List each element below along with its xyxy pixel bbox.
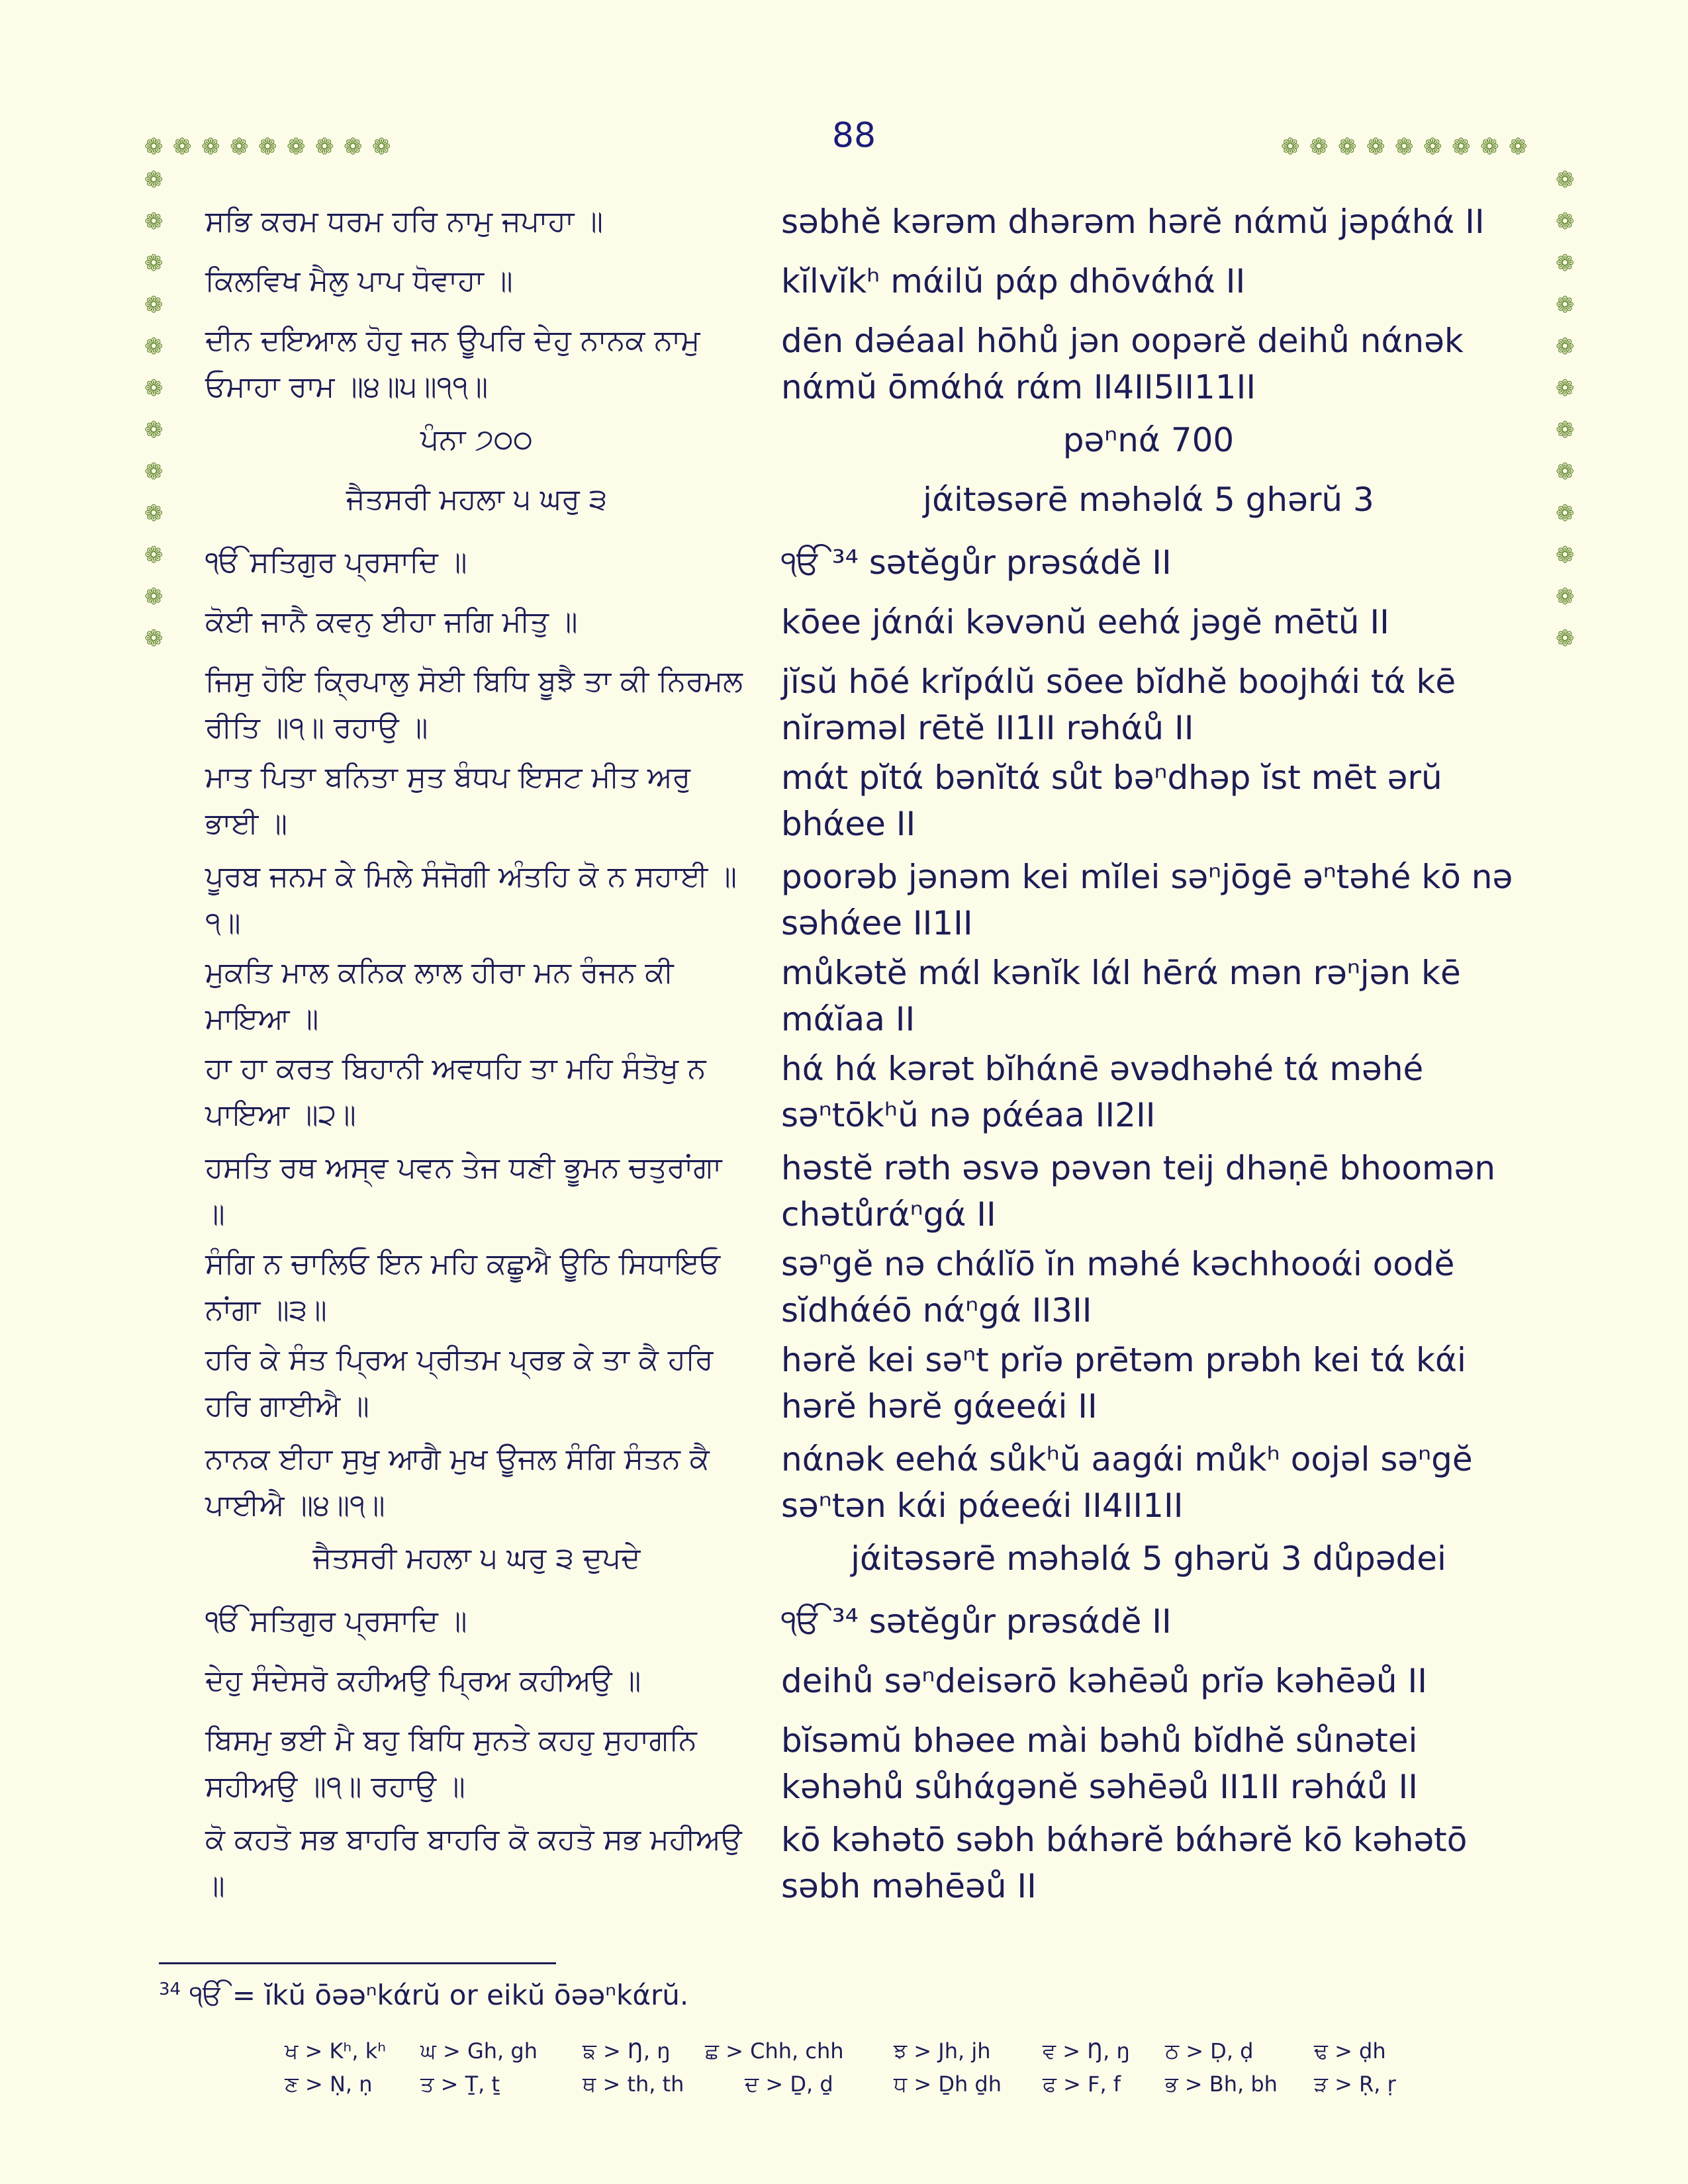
flower-ornament: ❁ <box>1452 134 1471 160</box>
key-entry: ਦ > Ḏ, ḏ <box>745 2071 833 2097</box>
key-entry: ਛ > Chh, chh <box>705 2038 844 2064</box>
transliteration-line: ੴ ³⁴ sətĕgůr prəsάdĕ II <box>781 543 1172 582</box>
flower-ornament: ❁ <box>287 134 306 160</box>
gurmukhi-heading: ਜੈਤਸਰੀ ਮਹਲਾ ੫ ਘਰੁ ੩ <box>346 482 608 516</box>
flower-ornament: ❁ <box>315 134 334 160</box>
key-entry: ੜ > Ṛ, ṛ <box>1314 2071 1396 2097</box>
flower-ornament: ❁ <box>144 167 164 193</box>
flower-ornament: ❁ <box>144 542 164 569</box>
transliteration-heading: jάitəsərē məhəlά 5 ghərŭ 3 důpədei <box>851 1539 1446 1578</box>
flower-ornament: ❁ <box>1556 292 1575 318</box>
flower-ornament: ❁ <box>144 134 164 160</box>
gurmukhi-line: ਹਾ ਹਾ ਕਰਤ ਬਿਹਾਨੀ ਅਵਧਹਿ ਤਾ ਮਹਿ ਸੰਤੋਖੁ ਨ ਪਾਇਆ ॥੨॥ <box>205 1052 706 1132</box>
transliteration-line: můkətĕ mάl kənĭk lάl hērά mən rəⁿjən kē mάĭaa II <box>781 954 1461 1038</box>
flower-ornament: ❁ <box>1556 167 1575 193</box>
flower-ornament: ❁ <box>144 500 164 527</box>
gurmukhi-line: ਹਰਿ ਕੇ ਸੰਤ ਪ੍ਰਿਅ ਪ੍ਰੀਤਮ ਪ੍ਰਭ ਕੇ ਤਾ ਕੈ ਹਰਿ ਹਰਿ ਗਾਈਐ ॥ <box>205 1343 714 1423</box>
transliteration-line: dēn dəéaal hōhů jən oopərĕ deihů nάnək nάmŭ ōmάhά rάm II4II5II11II <box>781 322 1464 406</box>
flower-ornament: ❁ <box>1556 375 1575 402</box>
flower-ornament: ❁ <box>1556 208 1575 235</box>
gurmukhi-line: ਕੋ ਕਹਤੋ ਸਭ ਬਾਹਰਿ ਬਾਹਰਿ ਕੋ ਕਹਤੋ ਸਭ ਮਹੀਅਉ ॥ <box>205 1823 742 1903</box>
flower-ornament: ❁ <box>1556 542 1575 569</box>
transliteration-line: poorəb jənəm kei mĭlei səⁿjōgē əⁿtəhé kō nə səhάee II1II <box>781 858 1513 942</box>
transliteration-page-label: pəⁿnά 700 <box>1062 421 1235 459</box>
flower-ornament: ❁ <box>1556 334 1575 360</box>
footnote-mark: 34 <box>159 1979 181 1999</box>
key-entry: ਠ > Ḍ, ḍ <box>1165 2038 1254 2064</box>
footnote-divider <box>159 1962 556 1964</box>
gurmukhi-line: ਨਾਨਕ ਈਹਾ ਸੁਖੁ ਆਗੈ ਮੁਖ ਊਜਲ ਸੰਗਿ ਸੰਤਨ ਕੈ ਪਾਈਐ ॥੪॥੧॥ <box>205 1442 710 1522</box>
transliteration-line: hərĕ kei səⁿt prĭə prētəm prəbh kei tά kάi hərĕ hərĕ gάeeάi II <box>781 1341 1466 1426</box>
key-entry: ਖ > Kʰ, kʰ <box>285 2038 387 2064</box>
transliteration-line: nάnək eehά sůkʰŭ aagάi můkʰ oojəl səⁿgĕ səⁿtən kάi pάeeάi II4II1II <box>781 1440 1473 1525</box>
gurmukhi-line: ਦੀਨ ਦਇਆਲ ਹੋਹੁ ਜਨ ਊਪਰਿ ਦੇਹੁ ਨਾਨਕ ਨਾਮੁ ਓਮਾਹਾ ਰਾਮ ॥੪॥੫॥੧੧॥ <box>205 324 700 404</box>
flower-ornament: ❁ <box>144 334 164 360</box>
flower-ornament: ❁ <box>173 134 192 160</box>
key-entry: ਤ > Ṯ, ṯ <box>420 2071 500 2097</box>
key-entry: ਢ > ḍh <box>1314 2038 1386 2064</box>
flower-ornament: ❁ <box>1556 584 1575 610</box>
key-entry: ਘ > Gh, gh <box>420 2038 538 2064</box>
gurmukhi-line: ਕਿਲਵਿਖ ਮੈਲੁ ਪਾਪ ਧੋਵਾਹਾ ॥ <box>205 264 513 298</box>
transliteration-line: bĭsəmŭ bhəee mài bəhů bĭdhĕ sůnətei kəhəhů sůhάgənĕ səhēəů II1II rəhάů II <box>781 1721 1419 1806</box>
transliteration-line: hά hά kərət bĭhάnē əvədhəhé tά məhé səⁿtōkʰŭ nə pάéaa II2II <box>781 1050 1424 1134</box>
gurmukhi-line: ਪੂਰਬ ਜਨਮ ਕੇ ਮਿਲੇ ਸੰਜੋਗੀ ਅੰਤਹਿ ਕੋ ਨ ਸਹਾਈ ॥੧॥ <box>205 860 737 940</box>
gurmukhi-line: ਕੋਈ ਜਾਨੈ ਕਵਨੁ ਈਹਾ ਜਗਿ ਮੀਤੁ ॥ <box>205 605 578 639</box>
flower-ornament: ❁ <box>144 625 164 652</box>
gurmukhi-line: ਸਭਿ ਕਰਮ ਧਰਮ ਹਰਿ ਨਾਮੁ ਜਪਾਹਾ ॥ <box>205 205 604 238</box>
flower-ornament: ❁ <box>144 292 164 318</box>
flower-ornament: ❁ <box>1338 134 1357 160</box>
transliteration-line: kōee jάnάi kəvənŭ eehά jəgĕ mētŭ II <box>781 603 1389 641</box>
gurmukhi-page-label: ਪੰਨਾ ੭੦੦ <box>420 423 533 457</box>
gurmukhi-line: ਜਿਸੁ ਹੋਇ ਕ੍ਰਿਪਾਲੁ ਸੋਈ ਬਿਧਿ ਬੂਝੈ ਤਾ ਕੀ ਨਿਰਮਲ ਰੀਤਿ ॥੧॥ ਰਹਾਉ ॥ <box>205 664 743 745</box>
transliteration-line: səⁿgĕ nə chάlĭō ĭn məhé kəchhooάi oodĕ sĭdhάéō nάⁿgά II3II <box>781 1245 1455 1330</box>
page-number: 88 <box>831 116 876 156</box>
footnote <box>159 1979 688 2012</box>
gurmukhi-line: ੴ ਸਤਿਗੁਰ ਪ੍ਰਸਾਦਿ ॥ <box>205 1604 467 1638</box>
flower-ornament: ❁ <box>1366 134 1385 160</box>
transliteration-line: jĭsŭ hōé krĭpάlŭ sōee bĭdhĕ boojhάi tά kē nĭrəməl rētĕ II1II rəhάů II <box>781 662 1456 747</box>
flower-ornament: ❁ <box>201 134 220 160</box>
flower-ornament: ❁ <box>372 134 391 160</box>
gurmukhi-line: ਬਿਸਮੁ ਭਈ ਮੈ ਬਹੁ ਬਿਧਿ ਸੁਨਤੇ ਕਹਹੁ ਸੁਹਾਗਨਿ ਸਹੀਅਉ ॥੧॥ ਰਹਾਉ ॥ <box>205 1723 697 1803</box>
flower-ornament: ❁ <box>344 134 363 160</box>
gurmukhi-line: ਮੁਕਤਿ ਮਾਲ ਕਨਿਕ ਲਾਲ ਹੀਰਾ ਮਨ ਰੰਜਨ ਕੀ ਮਾਇਆ ॥ <box>205 956 674 1036</box>
flower-ornament: ❁ <box>1480 134 1499 160</box>
flower-ornament: ❁ <box>144 375 164 402</box>
flower-ornament: ❁ <box>1556 459 1575 485</box>
gurmukhi-line: ਦੇਹੁ ਸੰਦੇਸਰੋ ਕਹੀਅਉ ਪ੍ਰਿਅ ਕਹੀਅਉ ॥ <box>205 1664 641 1698</box>
flower-ornament: ❁ <box>144 584 164 610</box>
transliteration-line: mάt pĭtά bənĭtά sůt bəⁿdhəp ĭst mēt ərŭ bhάee II <box>781 758 1442 843</box>
gurmukhi-line: ਮਾਤ ਪਿਤਾ ਬਨਿਤਾ ਸੁਤ ਬੰਧਪ ਇਸਟ ਮੀਤ ਅਰੁ ਭਾਈ ॥ <box>205 760 690 841</box>
gurmukhi-line: ੴ ਸਤਿਗੁਰ ਪ੍ਰਸਾਦਿ ॥ <box>205 545 467 579</box>
transliteration-heading: jάitəsərē məhəlά 5 ghərŭ 3 <box>923 480 1374 519</box>
flower-ornament: ❁ <box>1395 134 1414 160</box>
transliteration-line: səbhĕ kərəm dhərəm hərĕ nάmŭ jəpάhά II <box>781 203 1485 241</box>
flower-ornament: ❁ <box>230 134 249 160</box>
transliteration-line: deihů səⁿdeisərō kəhēəů prĭə kəhēəů II <box>781 1662 1428 1700</box>
transliteration-line: kō kəhətō səbh bάhərĕ bάhərĕ kō kəhətō səbh məhēəů II <box>781 1821 1468 1905</box>
footnote-text: ੴ = ĭkŭ ōəəⁿkάrŭ or eikŭ ōəəⁿkάrŭ. <box>189 1979 689 2011</box>
flower-ornament: ❁ <box>1556 500 1575 527</box>
flower-ornament: ❁ <box>1556 417 1575 443</box>
flower-ornament: ❁ <box>144 208 164 235</box>
key-entry: ਣ > Ṇ, ṇ <box>285 2071 373 2097</box>
transliteration-line: həstĕ rəth əsvə pəvən teij dhəṇē bhoomən chətůrάⁿgά II <box>781 1149 1496 1234</box>
gurmukhi-line: ਹਸਤਿ ਰਥ ਅਸ੍ਵ ਪਵਨ ਤੇਜ ਧਣੀ ਭੂਮਨ ਚਤੁਰਾਂਗਾ ॥ <box>205 1151 722 1231</box>
flower-ornament: ❁ <box>1281 134 1300 160</box>
transliteration-line: kĭlvĭkʰ mάilŭ pάp dhōvάhά II <box>781 262 1246 300</box>
flower-ornament: ❁ <box>1423 134 1442 160</box>
key-entry: ਭ > Bh, bh <box>1165 2071 1278 2097</box>
key-entry: ਵ > Ŋ, ŋ <box>1043 2038 1130 2064</box>
key-entry: ਝ > Jh, jh <box>894 2038 991 2064</box>
key-entry: ਥ > th, th <box>583 2071 684 2097</box>
flower-ornament: ❁ <box>1556 250 1575 277</box>
flower-ornament: ❁ <box>144 417 164 443</box>
flower-ornament: ❁ <box>1509 134 1528 160</box>
key-entry: ਧ > Ḏh ḏh <box>894 2071 1002 2097</box>
flower-ornament: ❁ <box>258 134 277 160</box>
flower-ornament: ❁ <box>144 459 164 485</box>
flower-ornament: ❁ <box>144 250 164 277</box>
key-entry: ਫ > F, f <box>1043 2071 1121 2097</box>
flower-ornament: ❁ <box>1309 134 1329 160</box>
gurmukhi-line: ਸੰਗਿ ਨ ਚਾਲਿਓ ਇਨ ਮਹਿ ਕਛੂਐ ਊਠਿ ਸਿਧਾਇਓ ਨਾਂਗਾ ॥੩॥ <box>205 1247 721 1327</box>
gurmukhi-heading: ਜੈਤਸਰੀ ਮਹਲਾ ੫ ਘਰੁ ੩ ਦੁਪਦੇ <box>312 1541 641 1575</box>
flower-ornament: ❁ <box>1556 625 1575 652</box>
transliteration-line: ੴ ³⁴ sətĕgůr prəsάdĕ II <box>781 1602 1172 1641</box>
key-entry: ਙ > Ŋ, ŋ <box>583 2038 671 2064</box>
